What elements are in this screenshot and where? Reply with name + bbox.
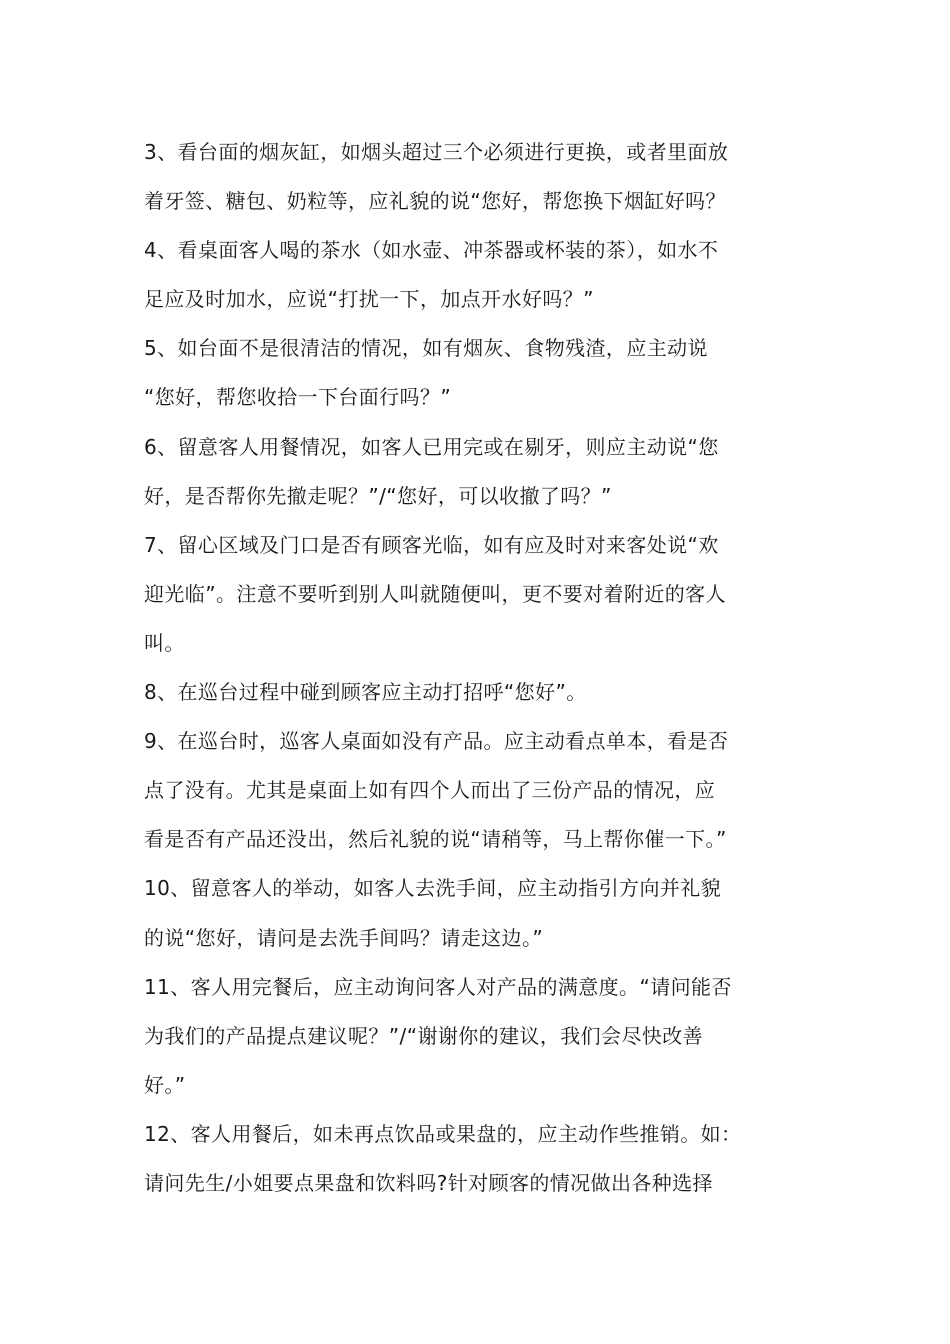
text-line: 3、看台面的烟灰缸，如烟头超过三个必须进行更换，或者里面放 [144, 140, 729, 164]
text-line: 请问先生/小姐要点果盘和饮料吗?针对顾客的情况做出各种选择 [144, 1170, 713, 1195]
text-line: 9、在巡台时，巡客人桌面如没有产品。应主动看点单本，看是否 [144, 729, 729, 754]
text-line: 好，是否帮你先撤走呢？”/“您好，可以收撤了吗？” [144, 483, 612, 508]
text-line: 12、客人用餐后，如未再点饮品或果盘的，应主动作些推销。如： [144, 1121, 742, 1146]
text-line: 为我们的产品提点建议呢？”/“谢谢你的建议，我们会尽快改善 [144, 1023, 704, 1048]
text-line: 着牙签、糖包、奶粒等，应礼貌的说“您好，帮您换下烟缸好吗？ [144, 189, 726, 214]
text-line: “您好，帮您收拾一下台面行吗？” [144, 385, 452, 410]
text-line: 8、在巡台过程中碰到顾客应主动打招呼“您好”。 [144, 680, 587, 705]
text-line: 10、留意客人的举动，如客人去洗手间，应主动指引方向并礼貌 [144, 876, 722, 901]
text-line: 足应及时加水，应说“打扰一下，加点开水好吗？” [144, 287, 594, 312]
text-line: 7、留心区域及门口是否有顾客光临，如有应及时对来客处说“欢 [144, 532, 719, 557]
text-line: 好。” [144, 1072, 186, 1097]
text-line: 11、客人用完餐后，应主动询问客人对产品的满意度。“请问能否 [144, 974, 732, 999]
text-line: 6、留意客人用餐情况，如客人已用完或在剔牙，则应主动说“您 [144, 434, 719, 459]
text-line: 5、如台面不是很清洁的情况，如有烟灰、食物残渣，应主动说 [144, 336, 708, 361]
text-line: 点了没有。尤其是桌面上如有四个人而出了三份产品的情况，应 [144, 778, 716, 803]
text-line: 的说“您好，请问是去洗手间吗？请走这边。” [144, 925, 544, 950]
text-line: 看是否有产品还没出，然后礼貌的说“请稍等，马上帮你催一下。” [144, 827, 727, 852]
text-line: 迎光临”。注意不要听到别人叫就随便叫，更不要对着附近的客人 [144, 581, 726, 606]
text-line: 4、看桌面客人喝的茶水（如水壶、冲茶器或杯装的茶），如水不 [144, 238, 719, 263]
text-line: 叫。 [144, 630, 185, 655]
document-body [144, 128, 812, 1208]
